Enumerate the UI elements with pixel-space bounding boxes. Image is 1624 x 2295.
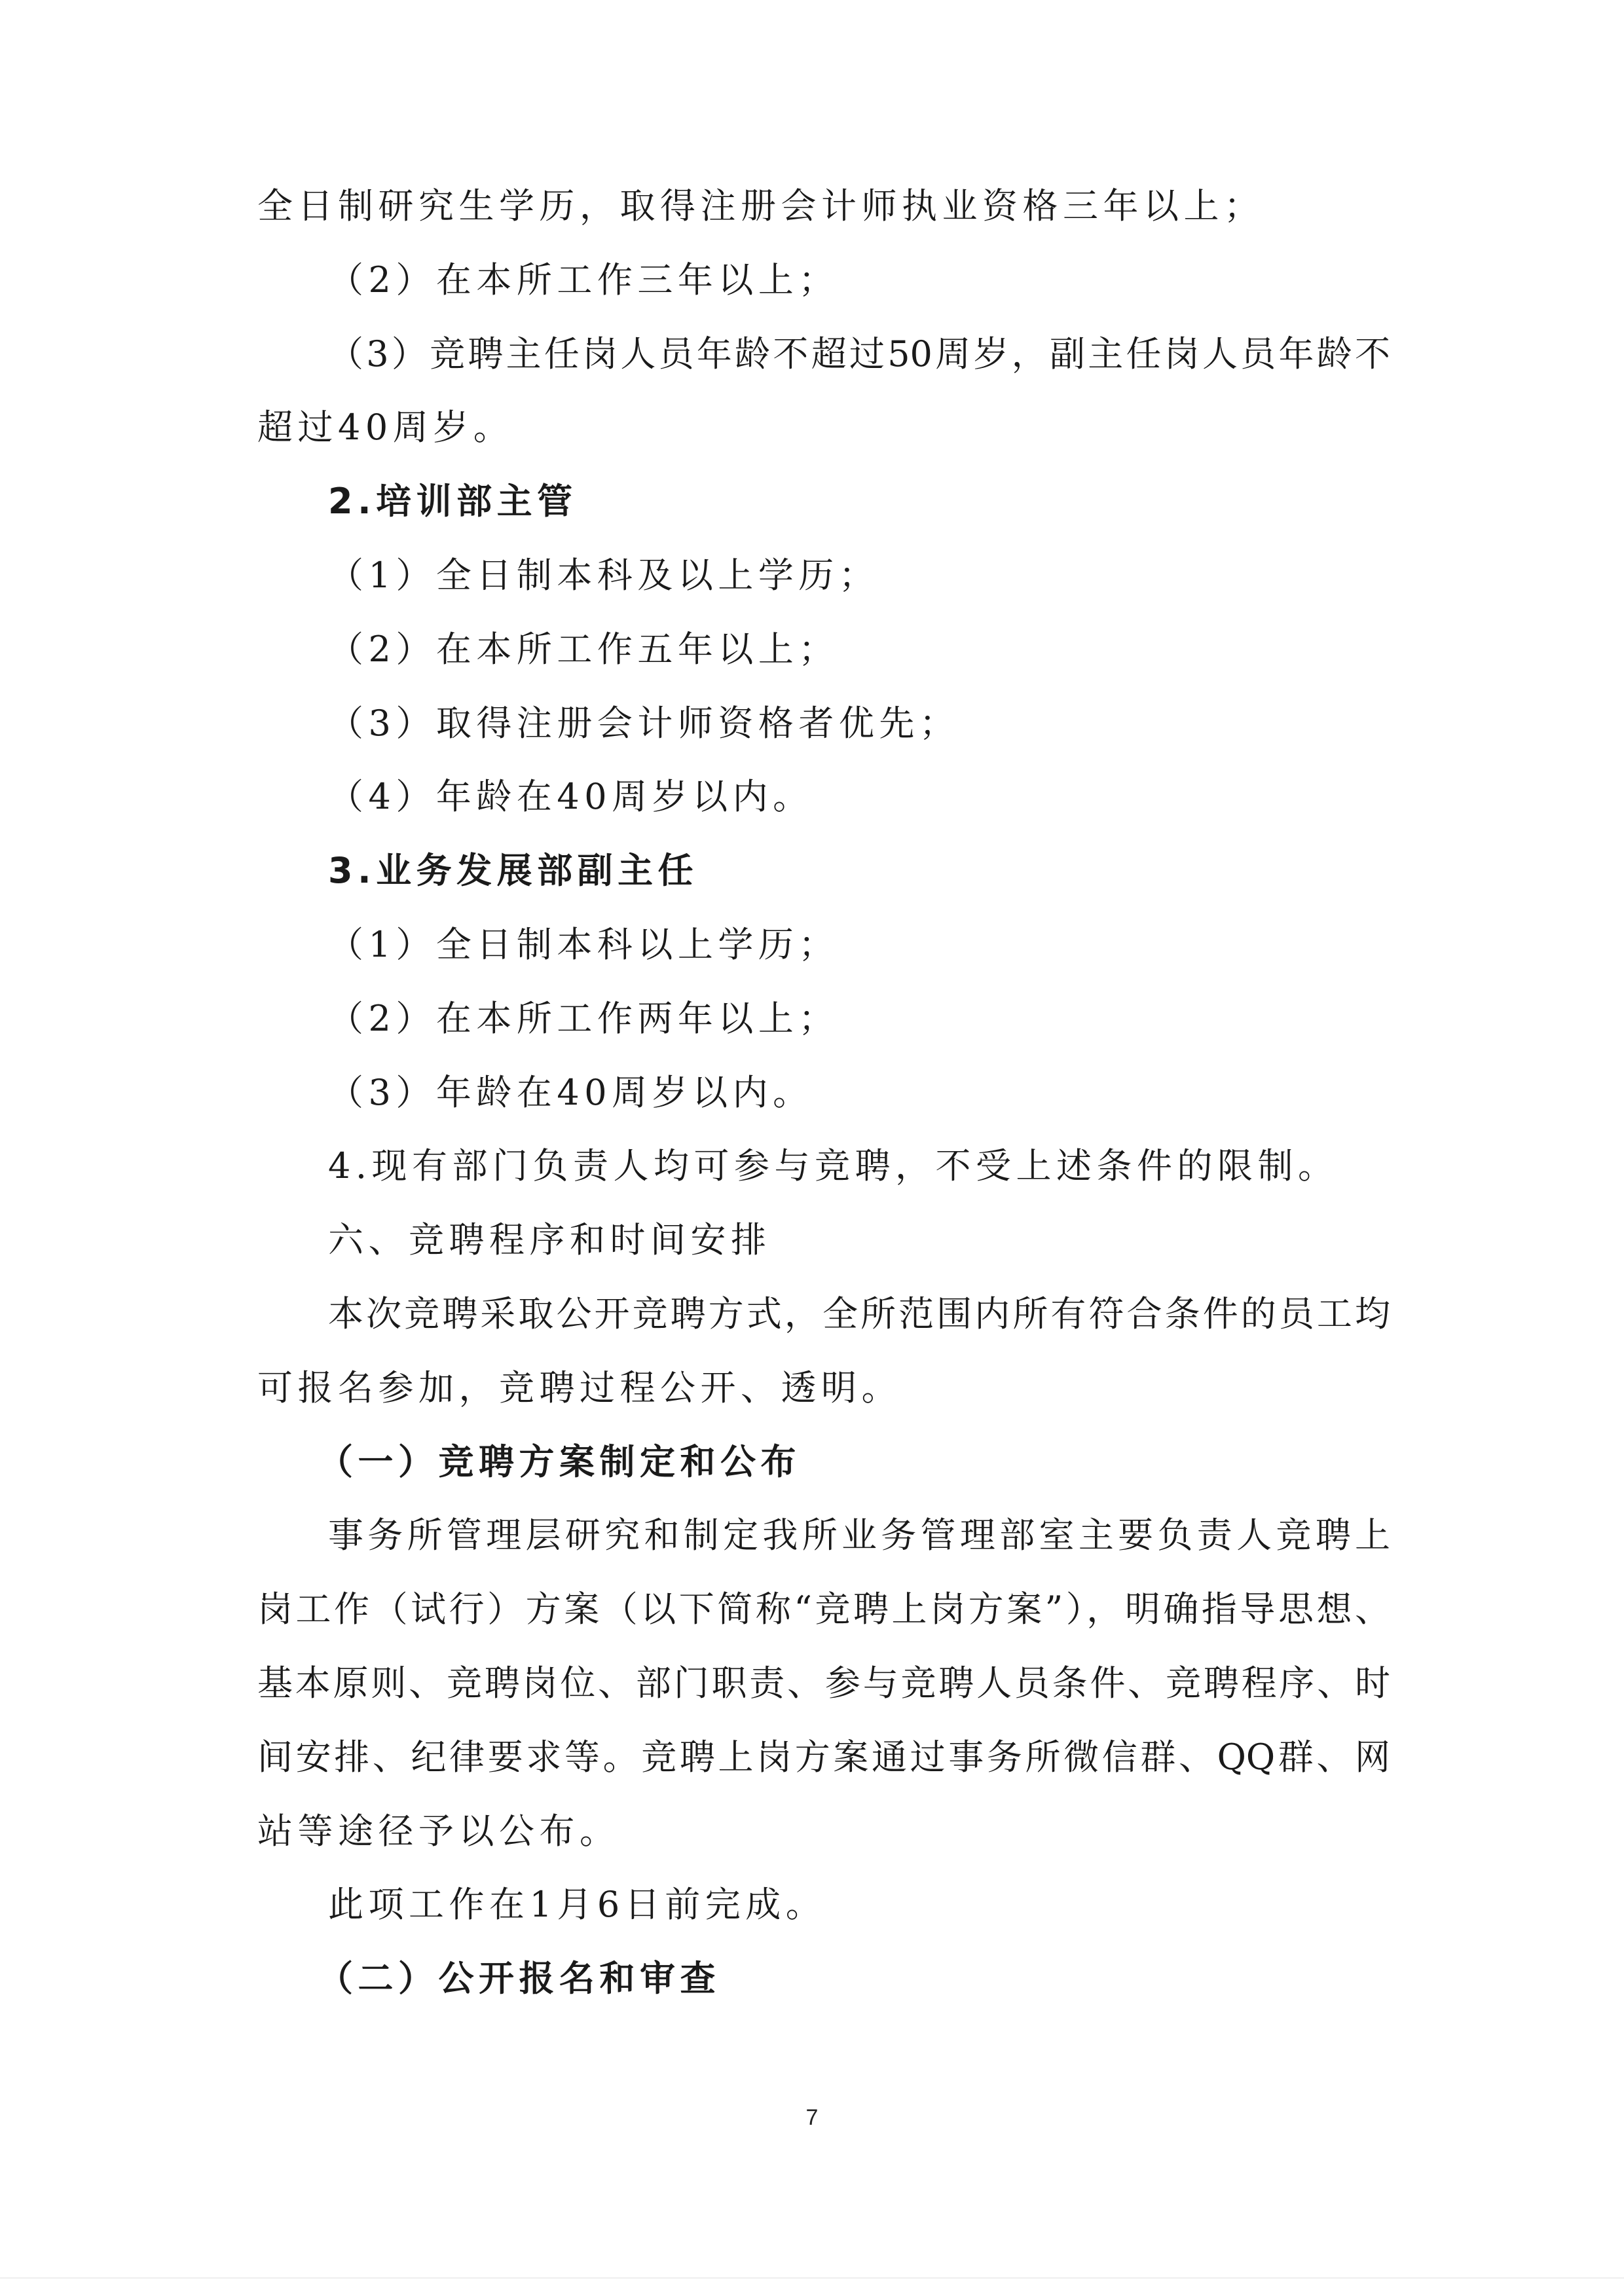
list-item: （1）全日制本科及以上学历； <box>328 554 879 596</box>
subsection-heading-plan: （一）竞聘方案制定和公布 <box>318 1441 801 1482</box>
list-item: （1）全日制本科以上学历； <box>328 923 839 965</box>
body-line: 超过40周岁。 <box>257 407 514 449</box>
paragraph-line: 此项工作在1月6日前完成。 <box>328 1884 826 1926</box>
body-line: 全日制研究生学历，取得注册会计师执业资格三年以上； <box>257 185 1264 227</box>
list-item: （2）在本所工作两年以上； <box>328 997 839 1039</box>
subsection-heading-registration: （二）公开报名和审查 <box>318 1958 720 2000</box>
list-item: （2）在本所工作三年以上； <box>328 259 839 301</box>
list-item: （3）竞聘主任岗人员年龄不超过50周岁，副主任岗人员年龄不 <box>328 333 1390 375</box>
document-body <box>257 170 1390 2016</box>
scan-edge-divider <box>0 2277 1624 2279</box>
list-item: （4）年龄在40周岁以内。 <box>328 776 813 818</box>
section-heading-procedure: 六、竞聘程序和时间安排 <box>328 1219 771 1261</box>
section-heading-training-manager: 2.培训部主管 <box>328 481 578 523</box>
list-item: （3）年龄在40周岁以内。 <box>328 1071 813 1113</box>
paragraph-line: 本次竞聘采取公开竞聘方式，全所范围内所有符合条件的员工均 <box>328 1293 1390 1334</box>
body-line: 间安排、纪律要求等。竞聘上岗方案通过事务所微信群、QQ群、网 <box>257 1736 1390 1778</box>
body-line: 可报名参加，竞聘过程公开、透明。 <box>257 1367 902 1408</box>
paragraph-line: 事务所管理层研究和制定我所业务管理部室主要负责人竞聘上 <box>328 1515 1390 1556</box>
section-heading-business-dev-deputy: 3.业务发展部副主任 <box>328 850 699 892</box>
body-line: 站等途径予以公布。 <box>257 1810 620 1852</box>
list-item: （2）在本所工作五年以上； <box>328 628 839 670</box>
list-item: （3）取得注册会计师资格者优先； <box>328 702 960 744</box>
page-number: 7 <box>805 2105 819 2130</box>
body-line: 基本原则、竞聘岗位、部门职责、参与竞聘人员条件、竞聘程序、时 <box>257 1662 1390 1704</box>
paragraph-line: 4.现有部门负责人均可参与竞聘，不受上述条件的限制。 <box>328 1145 1338 1187</box>
body-line: 岗工作（试行）方案（以下简称“竞聘上岗方案”），明确指导思想、 <box>257 1588 1390 1630</box>
